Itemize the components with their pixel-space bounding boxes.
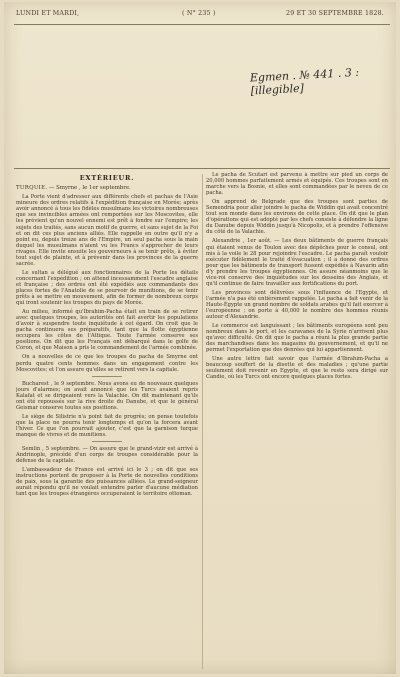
- dateline-rest: — Smyrne , le 1er septembre.: [47, 185, 131, 191]
- content-top-rule: [14, 168, 390, 169]
- article-paragraph: Une autre lettre fait savoir que l'armée d'Ibrahim-Pacha a beaucoup souffert de la disette et des maladies ; qu'une partie seulement doit revenir en Egypte, et que le reste sera dirigé sur Candie, où les Turcs ont encore quelques places fortes.: [206, 356, 388, 381]
- article-paragraph: Semlin , 5 septembre. — On assure que le grand-vizir est arrivé à Andrinople, précédé d'un corps de troupes considérable pour la défense de la capitale.: [16, 446, 198, 465]
- handwritten-annotation: Egmen . № 441 . 3 : [illegible]: [249, 65, 360, 98]
- header-rule: [14, 24, 390, 25]
- section-separator: [92, 376, 122, 377]
- right-column: [206, 172, 388, 667]
- article-paragraph: L'ambassadeur de France est arrivé ici le 3 ; on dit que ses instructions portent de proposer à la Porte de nouvelles conditions de paix, sous la garantie des puissances alliées. Le grand-seigneur aurait répondu qu'il ne voulait entendre parler d'aucune médiation tant que les troupes étrangères occuperaient le territoire ottoman.: [16, 467, 198, 498]
- article-paragraph: La Porte vient d'adresser aux différents chefs et pachas de l'Asie mineure des ordres relatifs à l'expédition française en Morée; après avoir annoncé à tous les fidèles musulmans les victoires nombreuses que ses invincibles armées ont remportées sur les Moscovites, elle les prévient qu'un nouvel ennemi est prêt à fondre sur l'empire; les sujets des traités, sans aucun motif de guerre, et sans sujet de la Foi et on dit ces plus anciens alliés. Elle rappelle en outre qu'il n'y a point eu, depuis treize ans de l'Empire, un seul pacha sous la main duquel les musulmans n'aient vu les Francs s'approcher de leurs rivages. Elle invite ensuite les gouverneurs à se tenir prêts, à éviter tout sujet de plainte, et à prévenir dans les provinces de la guerre sacrée.: [16, 194, 198, 267]
- article-paragraph: Le pacha de Scutari est parvenu à mettre sur pied un corps de 20,000 hommes parfaitement armés et équipés. Ces troupes sont en marche vers la Bosnie, et elles sont commandées par le neveu de ce pacha.: [206, 172, 388, 197]
- dateline-place: TURQUIE.: [16, 185, 48, 191]
- article-paragraph: Le siège de Silistrie n'a point fait de progrès; on pense toutefois que la place ne pourra tenir longtemps et qu'on la forcera avant l'hiver. Ce que l'on pourrait ajouter, c'est que la garnison turque manque de vivres et de munitions.: [16, 413, 198, 438]
- article-paragraph: Le sultan a délégué aux fonctionnaires de la Porte les détails concernant l'expédition ; on attend incessamment l'escadre anglaise et française ; des ordres ont été expédiés aux commandants des places fortes de l'Anatolie de se pourvoir de munitions, de se tenir prêts à se mettre en mouvement, afin de former de nombreux corps qui iront soutenir les troupes du pays de Morée.: [16, 269, 198, 307]
- column-divider: [202, 174, 203, 669]
- article-paragraph: Le commerce est languissant ; les bâtiments européens sont peu nombreux dans le port, et les caravanes de la Syrie n'arrivent plus qu'avec difficulté. On dit que le pacha a réuni la plus grande partie des marchandises dans les magasins du gouvernement, et qu'il ne permet l'exportation que des denrées qui lui appartiennent.: [206, 323, 388, 354]
- left-column: [16, 174, 198, 669]
- article-paragraph: Les provinces sont délivrées sous l'influence de l'Egypte, et l'armée n'a pas été entièrement rappelée. Le pacha a fait venir de la Haute-Égypte un grand nombre de soldats arabes qu'il fait exercer à l'européenne ; on porte à 40,000 le nombre des hommes réunis autour d'Alexandrie.: [206, 289, 388, 321]
- dateline: [16, 185, 198, 191]
- section-separator: [92, 441, 122, 442]
- header-issue: ( N° 235 ): [182, 10, 216, 17]
- newspaper-page: [4, 2, 396, 674]
- article-paragraph: On a nouvelles de ce que les troupes du pacha de Smyrne ont perdu quatre cents hommes dans un engagement contre les Moscovites; et l'on assure qu'elles se retirent vers la capitale.: [16, 354, 198, 373]
- header-date: 29 ET 30 SEPTEMBRE 1828.: [285, 10, 384, 17]
- article-paragraph: On apprend de Belgrade que des troupes sont parties de Semendria pour aller joindre le pacha de Widdin qui avait concentré tout son monde dans les environs de cette place. On dit que le plan d'opérations qui est adopté par les chefs consiste à défendre la ligne du Danube depuis Widdin jusqu'à Nicopolis, et à prendre l'offensive du côté de la Valachie.: [206, 199, 388, 236]
- section-title: EXTÉRIEUR.: [79, 174, 135, 182]
- article-paragraph: Au milieu, informé qu'Ibrahim-Pacha était en train de se retirer avec quelques troupes, les autorités ont fait avertir les populations d'avoir à suspendre toute inquiétude à cet égard. On croit que le pacha continuera ses préparatifs, tant que la flotte égyptienne occupera les côtes de l'Attique. Toute l'armée conserve ses positions. On dit que les Français ont débarqué dans le golfe de Coron, et que Maison a pris le commandement de l'armée combinée.: [16, 309, 198, 352]
- article-columns: [16, 174, 388, 669]
- header-day: LUNDI ET MARDI,: [16, 10, 80, 17]
- article-paragraph: Alexandrie , 1er août. — Les deux bâtiments de guerre français qui étaient venus de Toulon avec des dépêches pour le consul, ont mis à la voile le 28 pour rejoindre l'escadre. Le pacha paraît vouloir exécuter fidèlement le traité d'évacuation ; il a donné des ordres pour que les bâtiments de transport fussent expédiés à Navarin afin d'y prendre les troupes égyptiennes. On assure néanmoins que le vice-roi conserve des inquiétudes sur les desseins des Anglais, et qu'il continue de faire travailler aux fortifications du port.: [206, 238, 388, 287]
- page-header: [14, 8, 386, 22]
- article-paragraph: Bucharest , le 9 septembre. Nous avons eu de nouveaux quelques jours d'alarmes; on avait annoncé que les Turcs avaient repris Kalafat et se dirigeaient vers la Valachie. On dit maintenant qu'ils ont été repoussés sur la rive droite du Danube, et que le général Geismar conserve toutes ses positions.: [16, 380, 198, 411]
